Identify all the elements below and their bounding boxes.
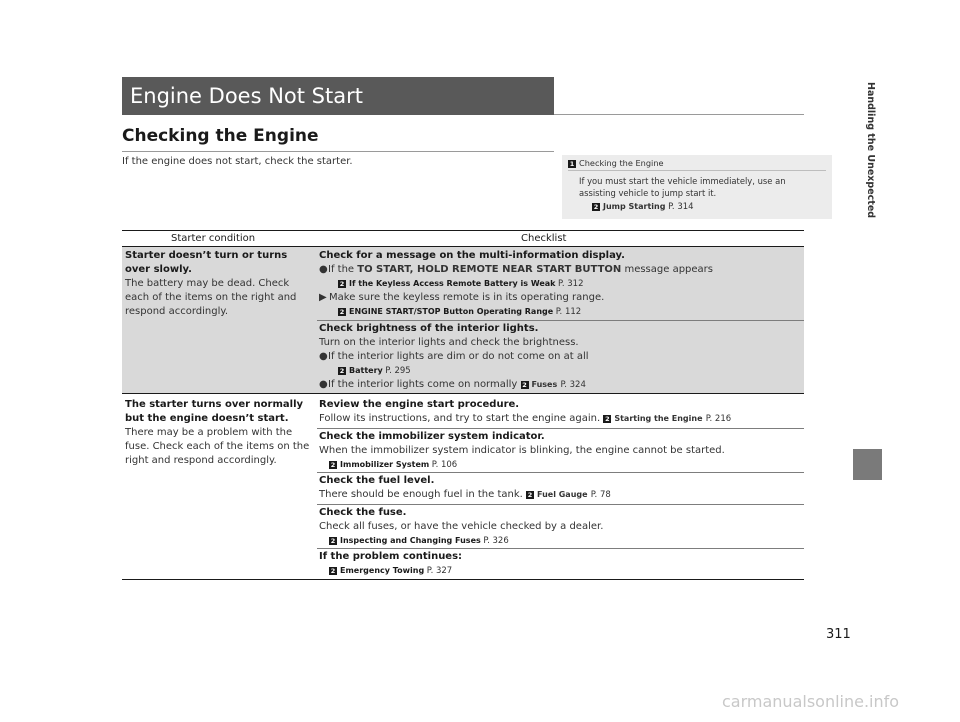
reference-link[interactable]: 2 Fuses P. 324 xyxy=(522,380,586,390)
check-immobilizer: Check the immobilizer system indicator. When the immobilizer system indicator is blinking, the engine cannot be started. 2 Immobilizer System P. 106 xyxy=(319,430,799,472)
note-reference-link[interactable]: 2 Jump Starting P. 314 xyxy=(593,202,694,212)
chapter-tab-marker xyxy=(853,449,882,480)
section-rule xyxy=(122,151,554,152)
section-title: Checking the Engine xyxy=(122,126,319,146)
reference-arrow-icon: 2 xyxy=(330,537,336,545)
condition-1: Starter doesn’t turn or turns over slowly. The battery may be dead. Check each of the items on the right and respond accordingly. xyxy=(125,250,297,317)
row-rule xyxy=(317,548,804,549)
reference-arrow-icon: 2 xyxy=(330,461,336,469)
bullet-icon: ● xyxy=(319,264,328,275)
table-top-rule xyxy=(122,230,804,231)
row-rule xyxy=(317,472,804,473)
bullet-icon: ● xyxy=(319,379,328,390)
reference-arrow-icon: 2 xyxy=(605,415,610,423)
reference-link[interactable]: 2 If the Keyless Access Remote Battery is Weak P. 312 xyxy=(339,279,584,289)
reference-arrow-icon: 2 xyxy=(330,567,336,575)
page-number: 311 xyxy=(826,627,851,642)
reference-arrow-icon: 2 xyxy=(522,381,527,389)
check-multi-info-display: Check for a message on the multi-information display. ●If the TO START, HOLD REMOTE NEAR START BUTTON message appears 2 If the Keyless Access Remote Battery is Weak P. 312 ▶ Make sure the keyless remote is in its operating range. 2 ENGINE START/STOP Button Operating Range P. 112 xyxy=(319,249,799,319)
check-interior-lights: Check brightness of the interior lights. Turn on the interior lights and check the brightness. ●If the interior lights are dim or do not come on at all 2 Battery P. 295 ●If the interior lights come on normally 2 Fuses P. 324 xyxy=(319,322,799,392)
reference-link[interactable]: 2 Starting the Engine P. 216 xyxy=(605,414,732,424)
header-starter-condition: Starter condition xyxy=(171,233,256,244)
arrow-icon: ▶ xyxy=(319,292,327,303)
check-engine-start-procedure: Review the engine start procedure. Follow its instructions, and try to start the engine again. 2 Starting the Engine P. 216 xyxy=(319,399,732,424)
check-problem-continues: If the problem continues: 2 Emergency Towing P. 327 xyxy=(319,550,799,578)
check-fuel-level: Check the fuel level. There should be enough fuel in the tank. 2 Fuel Gauge P. 78 xyxy=(319,475,611,500)
row-rule xyxy=(317,504,804,505)
banner-rule xyxy=(554,114,804,115)
reference-arrow-icon: 2 xyxy=(339,308,345,316)
note-rule xyxy=(568,170,826,171)
chapter-banner xyxy=(122,77,554,115)
reference-arrow-icon: 2 xyxy=(593,203,599,211)
banner-title: Engine Does Not Start xyxy=(130,84,363,108)
condition-2: The starter turns over normally but the engine doesn’t start. There may be a problem with the fuse. Check each of the items on the right and respond accordingly. xyxy=(125,399,310,466)
row-group-rule xyxy=(122,393,804,394)
side-note xyxy=(562,155,832,219)
reference-link[interactable]: 2 Battery P. 295 xyxy=(339,366,411,376)
chapter-side-label: Handling the Unexpected xyxy=(865,82,876,219)
table-bottom-rule xyxy=(122,579,804,580)
header-checklist: Checklist xyxy=(521,233,567,244)
reference-arrow-icon: 2 xyxy=(339,280,345,288)
watermark: carmanualsonline.info xyxy=(722,692,900,711)
reference-link[interactable]: 2 ENGINE START/STOP Button Operating Range P. 112 xyxy=(339,307,582,317)
row-rule xyxy=(317,320,804,321)
note-icon: 1 xyxy=(569,160,575,168)
check-fuse: Check the fuse. Check all fuses, or have the vehicle checked by a dealer. 2 Inspecting and Changing Fuses P. 326 xyxy=(319,506,799,548)
reference-link[interactable]: 2 Emergency Towing P. 327 xyxy=(330,566,453,576)
reference-arrow-icon: 2 xyxy=(527,491,533,499)
intro-text: If the engine does not start, check the starter. xyxy=(122,156,353,167)
reference-link[interactable]: 2 Immobilizer System P. 106 xyxy=(330,460,458,470)
note-title: 1 Checking the Engine xyxy=(569,158,664,168)
reference-arrow-icon: 2 xyxy=(339,367,345,375)
note-body: If you must start the vehicle immediately, use an assisting vehicle to jump start it. xyxy=(579,176,786,198)
row-rule xyxy=(317,428,804,429)
reference-link[interactable]: 2 Inspecting and Changing Fuses P. 326 xyxy=(330,536,509,546)
reference-link[interactable]: 2 Fuel Gauge P. 78 xyxy=(527,490,611,500)
bullet-icon: ● xyxy=(319,351,328,362)
